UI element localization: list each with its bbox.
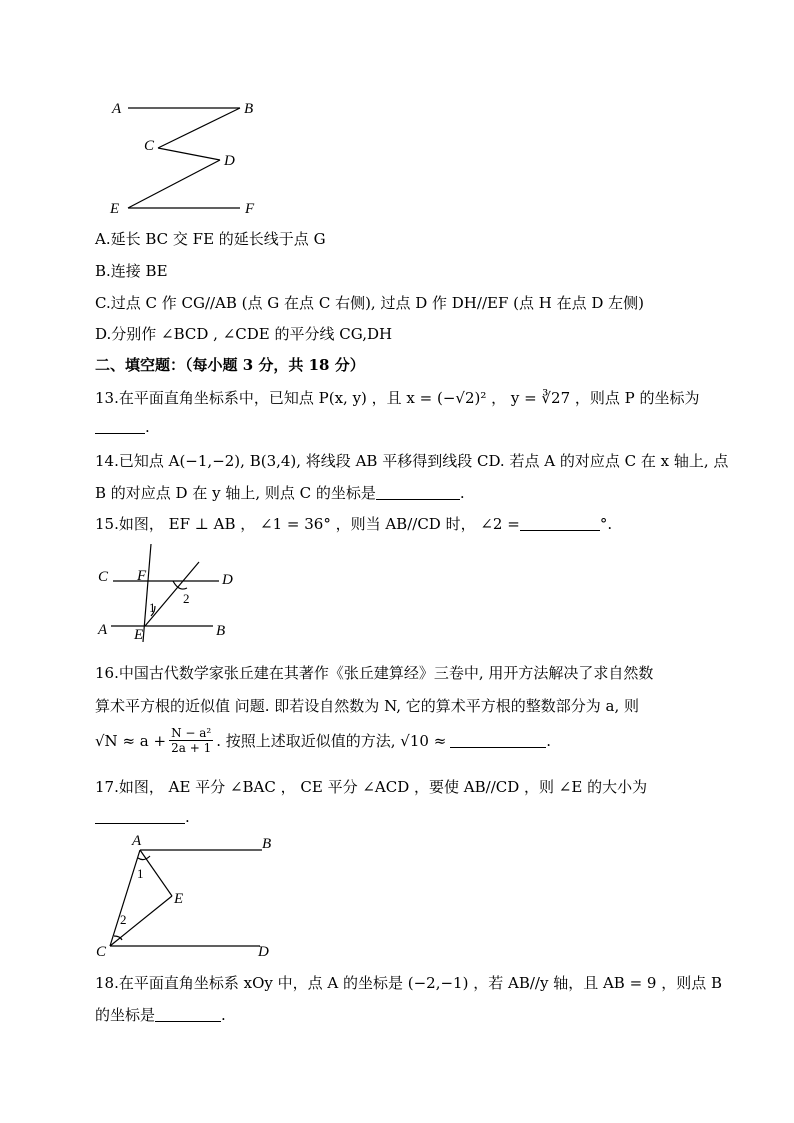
q15-text: 15.如图， EF ⊥ AB ， ∠1 = 36° ，则当 AB//CD 时， ∠2 = (95, 515, 520, 533)
label-D: D (224, 153, 235, 169)
q13-text: 13.在平面直角坐标系中，已知点 P(x, y) ，且 x = (−√2)² ， y = ∛27 ，则点 P 的坐标为 (95, 389, 700, 407)
fig17-label-A: A (132, 833, 142, 849)
option-a: A.延长 BC 交 FE 的延长线于点 G (95, 230, 326, 248)
q17-text: 17.如图， AE 平分 ∠BAC ， CE 平分 ∠ACD ，要使 AB//CD ，则 ∠E 的大小为 (95, 778, 648, 796)
q18-line2: 的坐标是 . (95, 1006, 226, 1024)
fig15-label-B: B (216, 623, 226, 639)
q16-fraction (169, 726, 213, 755)
q16-answer-blank[interactable] (450, 733, 546, 748)
label-F: F (245, 201, 255, 217)
fig15-angle-2: 2 (183, 591, 190, 606)
option-b: B.连接 BE (95, 262, 168, 280)
q13-answer-blank[interactable]: . (95, 418, 150, 436)
q14-line1: 14.已知点 A(−1,−2), B(3,4), 将线段 AB 平移得到线段 CD. 若点 A 的对应点 C 在 x 轴上, 点 (95, 452, 729, 470)
fig17-label-C: C (96, 944, 107, 960)
q14-line2: B 的对应点 D 在 y 轴上, 则点 C 的坐标是 . (95, 484, 465, 502)
q16-line3: √N ≈ a + $\frac{\text{N − a²}}{2a + 1}$ . 按照上述取近似值的方法, √10 ≈ . (95, 726, 552, 755)
fig15-angle-1: 1 (149, 600, 156, 615)
q18-line1: 18.在平面直角坐标系 xOy 中，点 A 的坐标是 (−2,−1) ，若 AB//y 轴，且 AB = 9 ，则点 B (95, 974, 723, 992)
q16-formula-lhs: √N ≈ a + (95, 731, 167, 750)
parallel-lines-figure (95, 540, 245, 645)
q17-answer-blank[interactable]: . (95, 808, 190, 826)
fig17-angle-2: 2 (120, 912, 127, 927)
q18-answer-blank[interactable] (155, 1007, 221, 1022)
label-B: B (244, 101, 254, 117)
fig15-label-E: E (134, 627, 144, 643)
fig15-label-F: F (137, 568, 147, 584)
q18-line2-text: 的坐标是 (95, 1006, 156, 1024)
fig15-label-C: C (98, 569, 109, 585)
q14-line2-text: B 的对应点 D 在 y 轴上, 则点 C 的坐标是 (95, 484, 376, 502)
label-E: E (110, 201, 120, 217)
q15-tail: °. (599, 515, 613, 533)
q16-line2: 算术平方根的近似值 问题. 即若设自然数为 N, 它的算术平方根的整数部分为 a, 则 (95, 697, 640, 715)
label-C: C (144, 138, 155, 154)
fig17-label-E: E (174, 891, 184, 907)
fig15-label-A: A (98, 622, 108, 638)
zigzag-figure (100, 92, 270, 222)
fig17-label-D: D (258, 944, 269, 960)
label-A: A (112, 101, 122, 117)
q16-numerator: N − a² (171, 726, 212, 740)
option-c: C.过点 C 作 CG//AB (点 G 在点 C 右侧), 过点 D 作 DH//EF (点 H 在点 D 左侧) (95, 294, 645, 312)
q15-answer-blank[interactable] (520, 516, 600, 531)
section-title: 二、填空题：（每小题 3 分，共 18 分） (95, 356, 365, 374)
fig17-angle-1: 1 (137, 866, 144, 881)
q16-line3-text: . 按照上述取近似值的方法, √10 ≈ (216, 732, 447, 750)
q16-line1: 16.中国古代数学家张丘建在其著作《张丘建算经》三卷中, 用开方法解决了求自然数 (95, 664, 654, 682)
q16-denominator: 2a + 1 (171, 741, 212, 755)
fig17-label-B: B (262, 836, 272, 852)
angle-bisector-figure (92, 830, 282, 962)
q14-answer-blank[interactable] (376, 485, 460, 500)
q15-line (95, 513, 612, 534)
fig15-label-D: D (222, 572, 233, 588)
option-d: D.分别作 ∠BCD , ∠CDE 的平分线 CG,DH (95, 325, 393, 343)
